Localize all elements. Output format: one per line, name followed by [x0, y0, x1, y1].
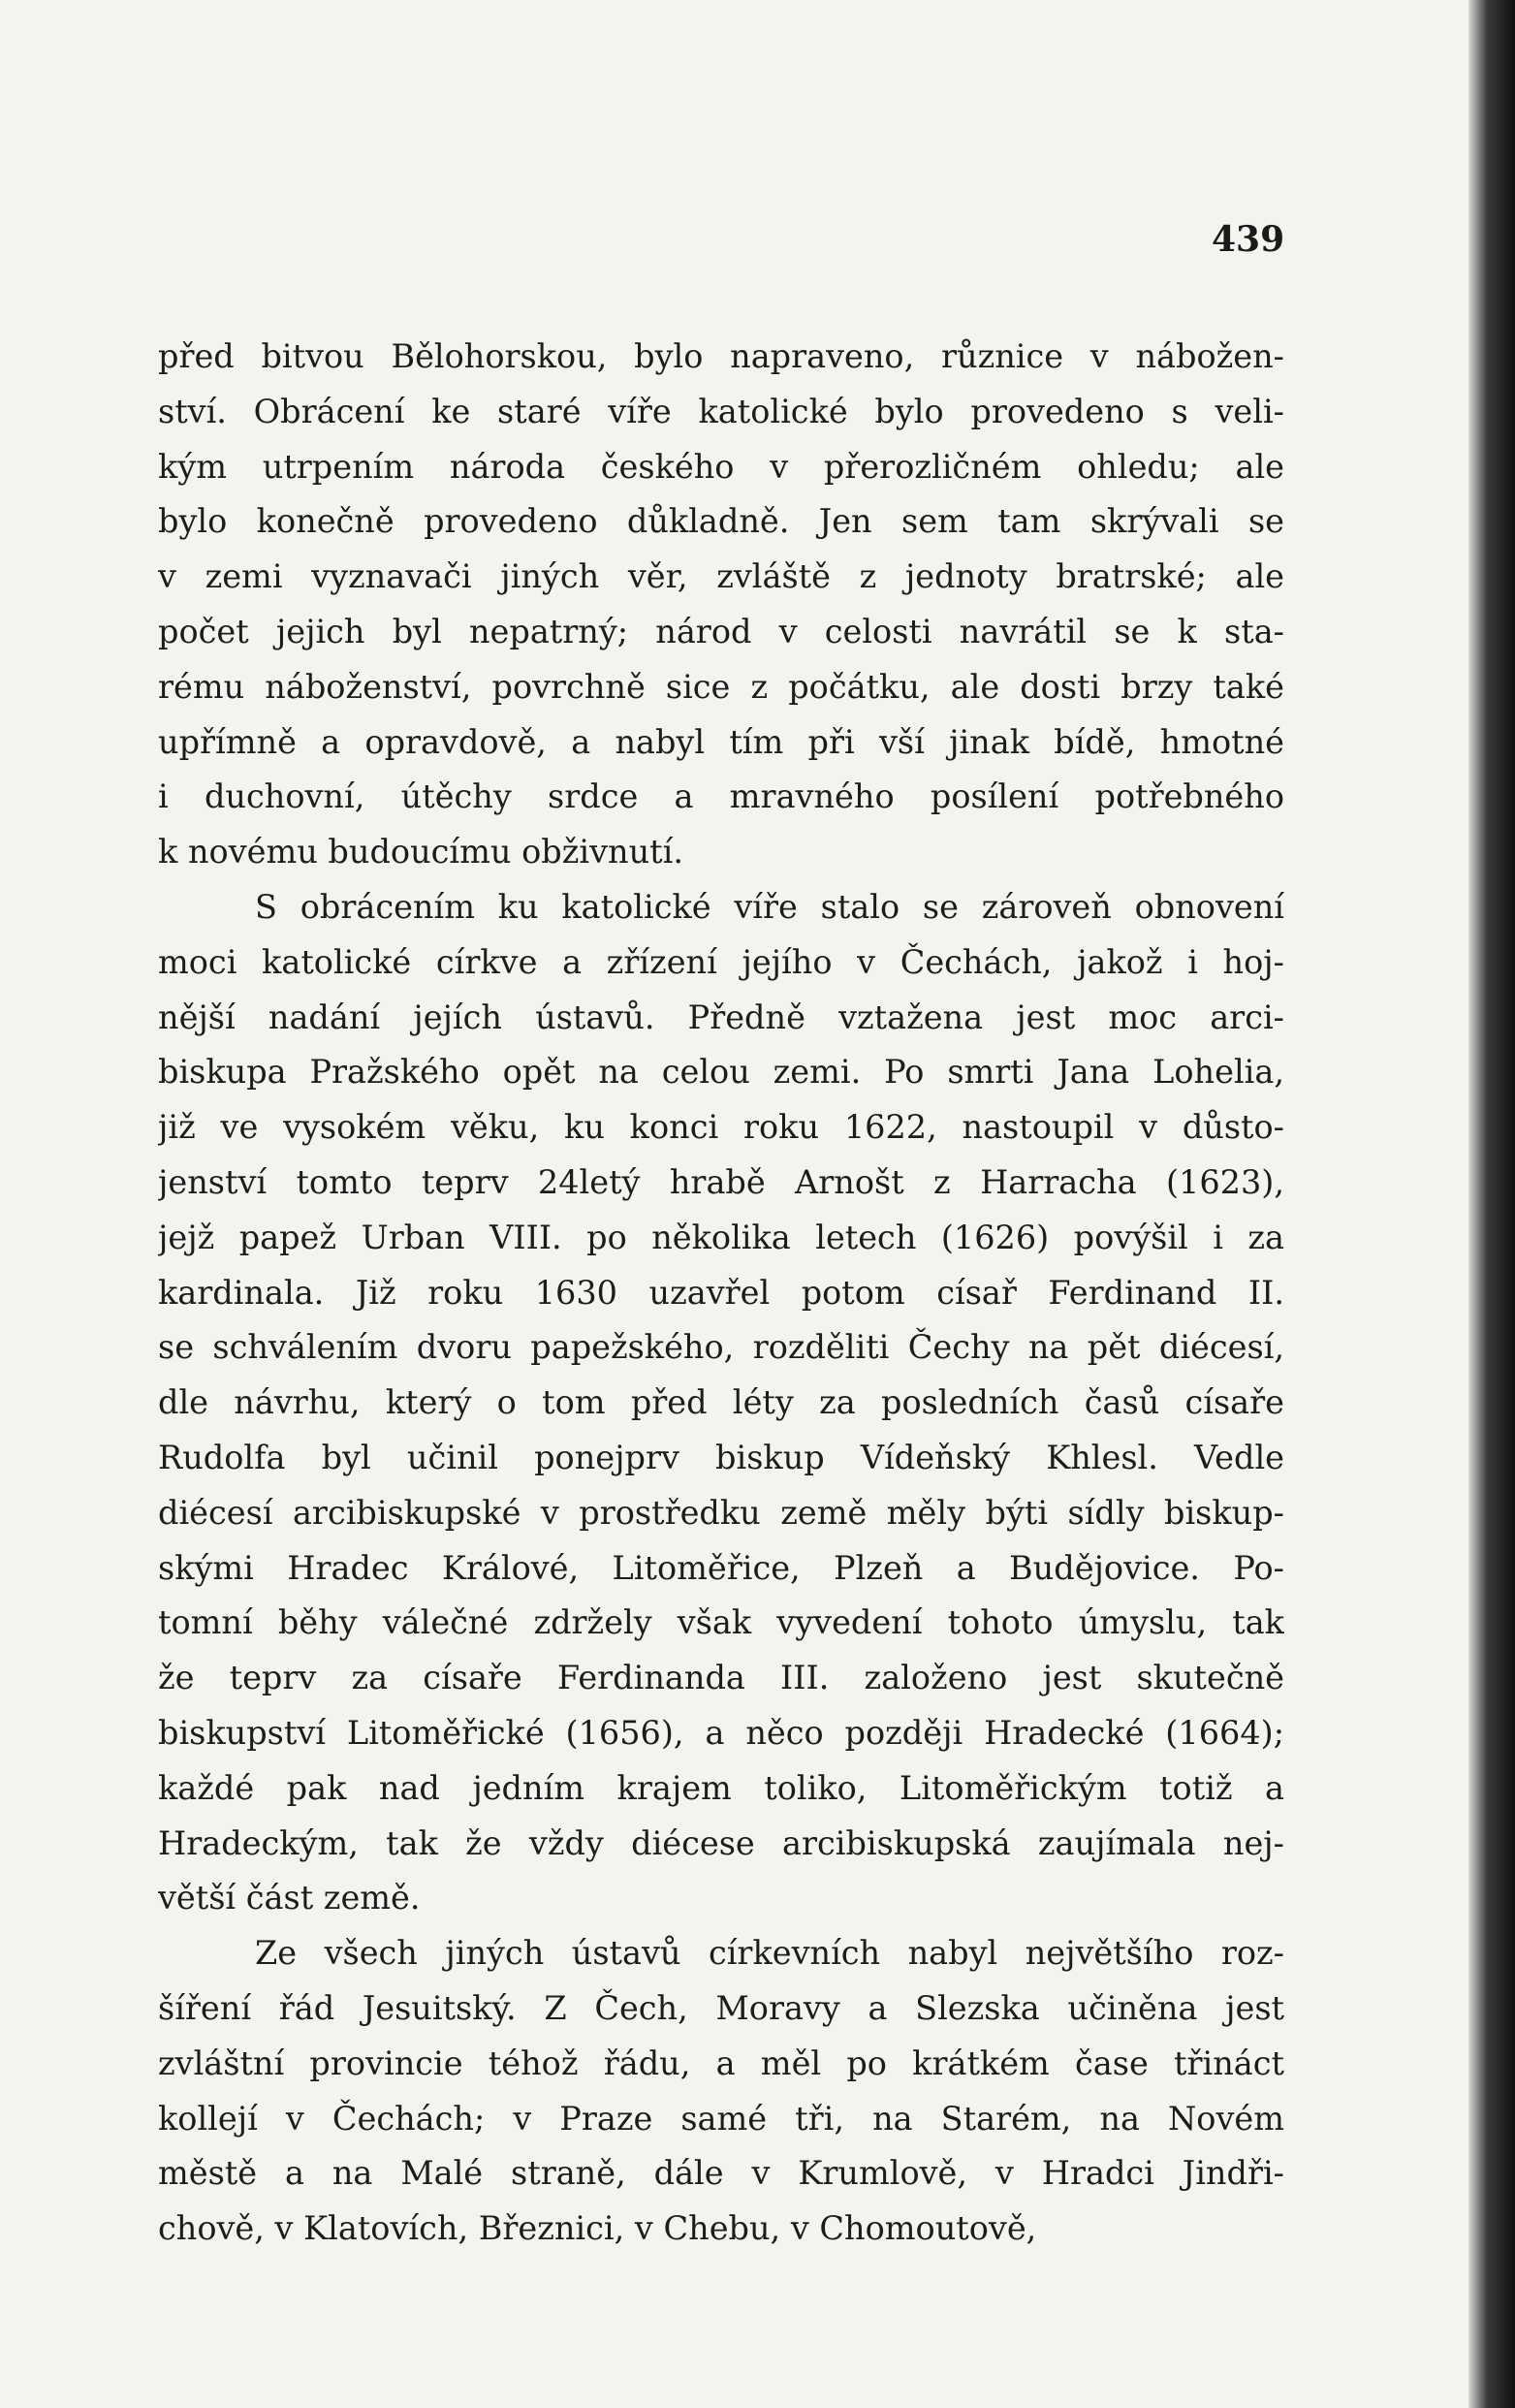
- text-line: skými Hradec Králové, Litoměřice, Plzeň a Budějovice. Po-: [158, 1548, 1284, 1587]
- text-line: že teprv za císaře Ferdinanda III. založeno jest skutečně: [158, 1659, 1284, 1697]
- text-line: kým utrpením národa českého v přerozličném ohledu; ale: [158, 447, 1284, 486]
- text-line: upřímně a opravdově, a nabyl tím při vší jinak bídě, hmotné: [158, 722, 1284, 761]
- text-line: se schválením dvoru papežského, rozděliti Čechy na pět diécesí,: [158, 1328, 1284, 1367]
- text-line: bylo konečně provedeno důkladně. Jen sem tam skrývali se: [158, 502, 1284, 541]
- text-line: dle návrhu, který o tom před léty za posledních časů císaře: [158, 1383, 1284, 1422]
- text-line: každé pak nad jedním krajem toliko, Litoměřickým totiž a: [158, 1768, 1284, 1807]
- text-line: biskupství Litoměřické (1656), a něco později Hradecké (1664);: [158, 1713, 1284, 1752]
- text-line: i duchovní, útěchy srdce a mravného posílení potřebného: [158, 777, 1284, 816]
- text-line: již ve vysokém věku, ku konci roku 1622, nastoupil v důsto-: [158, 1108, 1284, 1147]
- text-line: Hradeckým, tak že vždy diécese arcibiskupská zaujímala nej-: [158, 1823, 1284, 1862]
- text-line: v zemi vyznavači jiných věr, zvláště z jednoty bratrské; ale: [158, 557, 1284, 596]
- text-line: k novému budoucímu obživnutí.: [158, 833, 683, 871]
- page-number: 439: [1212, 219, 1285, 260]
- text-line: moci katolické církve a zřízení jejího v Čechách, jakož i hoj-: [158, 942, 1284, 981]
- text-line: před bitvou Bělohorskou, bylo napraveno, různice v nábožen-: [158, 337, 1284, 375]
- text-line: diécesí arcibiskupské v prostředku země měly býti sídly biskup-: [158, 1493, 1284, 1532]
- text-line: městě a na Malé straně, dále v Krumlově, v Hradci Jindři-: [158, 2154, 1284, 2193]
- text-line: S obrácením ku katolické víře stalo se zároveň obnovení: [255, 887, 1284, 926]
- paragraph: [158, 880, 1284, 1926]
- text-line: počet jejich byl nepatrný; národ v celosti navrátil se k sta-: [158, 612, 1284, 650]
- text-line: jenství tomto teprv 24letý hrabě Arnošt z Harracha (1623),: [158, 1162, 1284, 1201]
- text-line: Rudolfa byl učinil ponejprv biskup Vídeňský Khlesl. Vedle: [158, 1438, 1284, 1476]
- text-line: chově, v Klatovích, Březnici, v Chebu, v Chomoutově,: [158, 2209, 1037, 2248]
- text-line: zvláštní provincie téhož řádu, a měl po krátkém čase třináct: [158, 2044, 1284, 2082]
- text-line: jejž papež Urban VIII. po několika letech (1626) povýšil i za: [158, 1218, 1284, 1256]
- text-line: kollejí v Čechách; v Praze samé tři, na Starém, na Novém: [158, 2099, 1284, 2138]
- text-line: biskupa Pražského opět na celou zemi. Po smrti Jana Lohelia,: [158, 1053, 1284, 1092]
- text-line: rému náboženství, povrchně sice z počátku, ale dosti brzy také: [158, 667, 1284, 706]
- paragraph: [158, 1926, 1284, 2257]
- text-line: Ze všech jiných ústavů církevních nabyl největšího roz-: [255, 1934, 1284, 1973]
- scan-edge: [1468, 0, 1515, 2408]
- paragraph: [158, 330, 1284, 880]
- text-line: ství. Obrácení ke staré víře katolické bylo provedeno s veli-: [158, 392, 1284, 430]
- text-line: nější nadání jejích ústavů. Předně vztažena jest moc arci-: [158, 998, 1284, 1036]
- text-body: [158, 330, 1284, 2257]
- text-line: tomní běhy válečné zdržely však vyvedení tohoto úmyslu, tak: [158, 1603, 1284, 1642]
- text-line: větší část země.: [158, 1879, 421, 1917]
- text-line: kardinala. Již roku 1630 uzavřel potom císař Ferdinand II.: [158, 1273, 1284, 1312]
- text-line: šíření řád Jesuitský. Z Čech, Moravy a Slezska učiněna jest: [158, 1988, 1284, 2027]
